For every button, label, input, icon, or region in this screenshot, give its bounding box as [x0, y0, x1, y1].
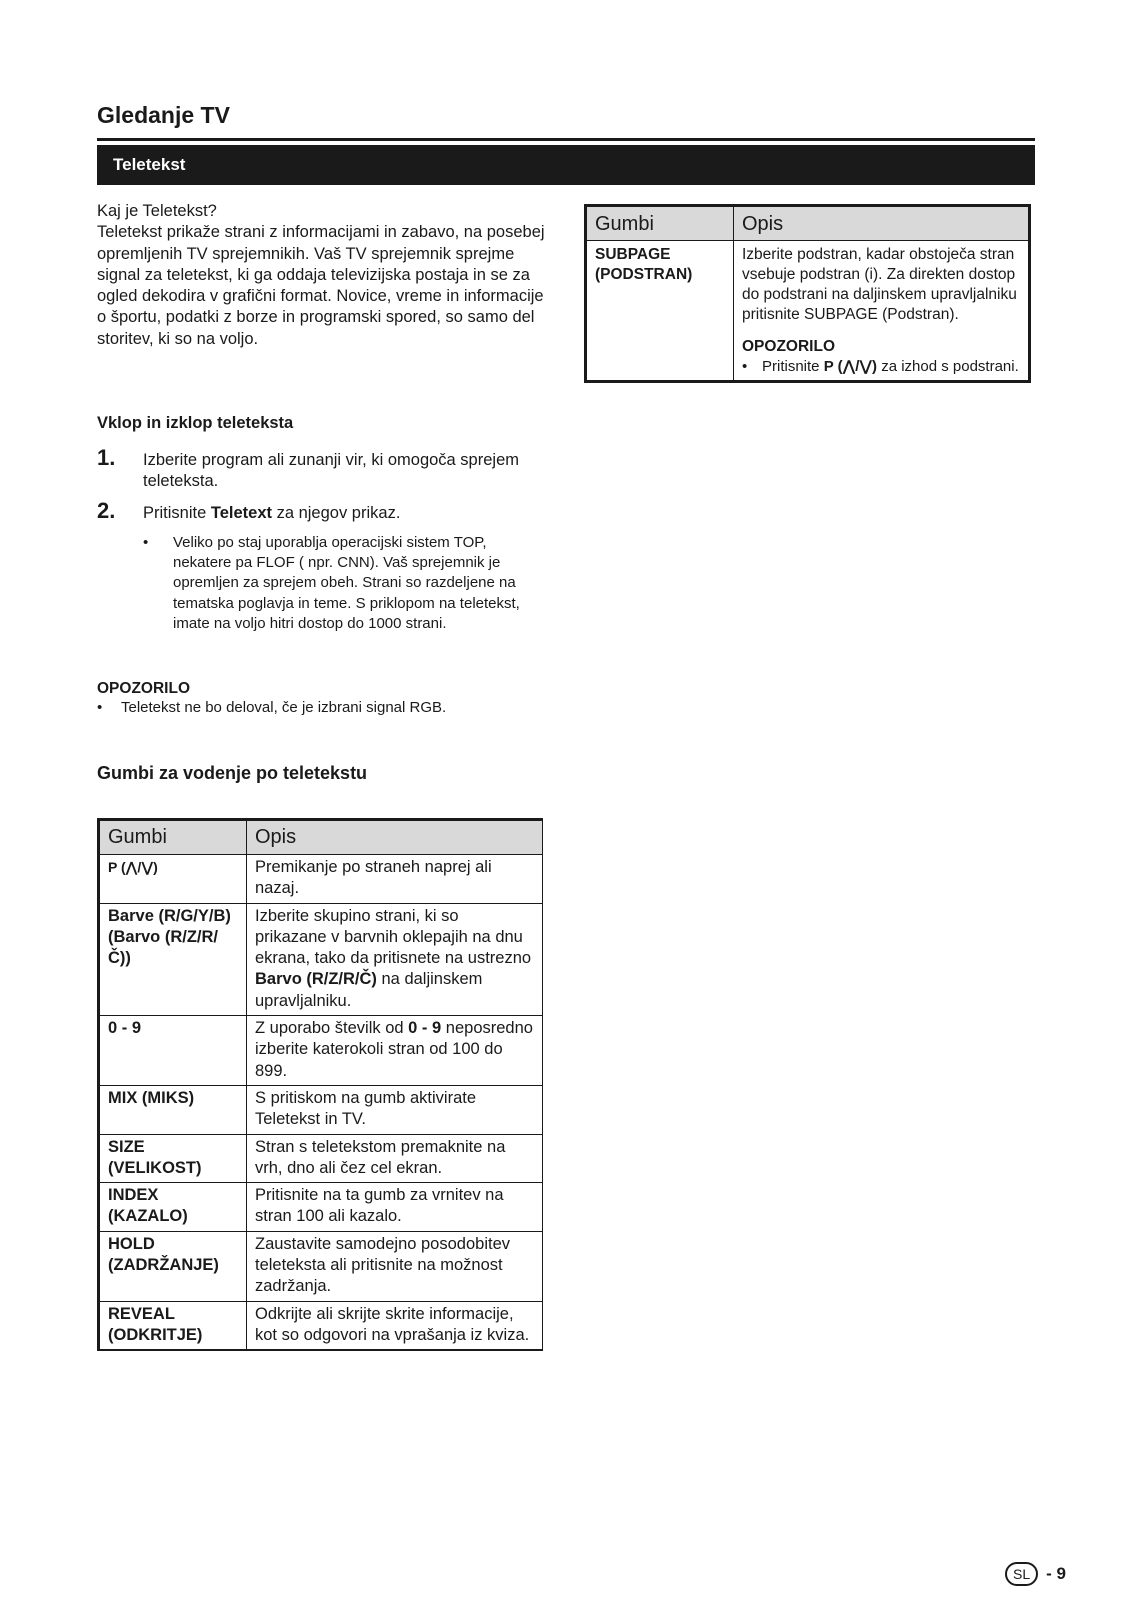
note-block: [97, 680, 557, 718]
step-bullet: [97, 533, 547, 634]
note-label: OPOZORILO: [742, 338, 835, 355]
table-row: [99, 1085, 543, 1134]
intro-body: Teletekst prikaže strani z informacijami in zabavo, na posebej opremljenih TV sprejemnikih. Vaš TV sprejemnik sprejme signal za teletekst, ki ga oddaja televizijska postaja in se za ogled dekodira v grafični format. Novice, vreme in informacije o športu, podatki z borze in programski spored, so samo del storitev, ki so na voljo.: [97, 223, 545, 348]
subpage-table: [584, 204, 1031, 383]
button-desc: Z uporabo številk od 0 - 9 neposredno izberite katerokoli stran od 100 do 899.: [247, 1016, 543, 1086]
steps-list: [97, 445, 547, 634]
table-row: [99, 1231, 543, 1301]
button-key: MIX (MIKS): [99, 1085, 247, 1134]
section-header: Teletekst: [97, 145, 1035, 185]
button-desc: Odkrijte ali skrijte skrite informacije, kot so odgovori na vprašanja iz kviza.: [247, 1301, 543, 1350]
col-header-desc: Opis: [734, 206, 1030, 241]
bullet-dot: •: [742, 358, 748, 375]
button-key: HOLD (ZADRŽANJE): [99, 1231, 247, 1301]
language-badge: SL: [1005, 1562, 1038, 1586]
page-footer: [1005, 1562, 1066, 1586]
nav-heading: Gumbi za vodenje po teletekstu: [97, 763, 368, 783]
table-row: [99, 855, 543, 904]
button-desc: S pritiskom na gumb aktivirate Teletekst in TV.: [247, 1085, 543, 1134]
button-key: SUBPAGE (PODSTRAN): [586, 241, 734, 382]
step-text-post: za njegov prikaz.: [272, 504, 401, 522]
note-item: [97, 698, 557, 718]
button-key: P (⋀/⋁): [99, 855, 247, 904]
title-rule: [97, 138, 1035, 141]
col-header-desc: Opis: [247, 820, 543, 855]
button-key: REVEAL (ODKRITJE): [99, 1301, 247, 1350]
step-text-bold: Teletext: [210, 504, 272, 522]
table-row: [99, 1134, 543, 1183]
button-desc: [734, 241, 1030, 382]
table-header-row: [586, 206, 1030, 241]
bullet-text: Veliko po staj uporablja operacijski sistem TOP, nekatere pa FLOF ( npr. CNN). Vaš sprejemnik je opremljen za sprejem obeh. Strani so razdeljene na tematska poglavja in teme. S priklopom na teletekst, imate na voljo hitri dostop do 1000 strani.: [173, 534, 520, 632]
subpage-desc: Izberite podstran, kadar obstoječa stran vsebuje podstran (i). Za direkten dostop do podstrani na daljinskem upravljalniku pritisnite SUBPAGE (Podstran).: [742, 246, 1017, 323]
intro-text: [97, 201, 547, 350]
step-text-pre: Pritisnite: [143, 504, 211, 522]
button-key: 0 - 9: [99, 1016, 247, 1086]
button-key: SIZE (VELIKOST): [99, 1134, 247, 1183]
step-text: Izberite program ali zunanji vir, ki omogoča sprejem teleteksta.: [143, 451, 519, 490]
nav-buttons-table: [97, 818, 543, 1351]
col-header-buttons: Gumbi: [586, 206, 734, 241]
button-key: Barve (R/G/Y/B) (Barvo (R/Z/R/Č)): [99, 903, 247, 1015]
table-header-row: [99, 820, 543, 855]
step-2: [97, 498, 547, 524]
page-number: - 9: [1046, 1564, 1066, 1583]
intro-question: Kaj je Teletekst?: [97, 202, 217, 220]
table-row: [99, 1016, 543, 1086]
table-row: [586, 241, 1030, 382]
step-1: [97, 445, 547, 492]
button-desc: Izberite skupino strani, ki so prikazane v barvnih oklepajih na dnu ekrana, tako da pritisnete na ustrezno Barvo (R/Z/R/Č) na daljinskem upravljalniku.: [247, 903, 543, 1015]
button-key: INDEX (KAZALO): [99, 1183, 247, 1232]
button-desc: Pritisnite na ta gumb za vrnitev na stran 100 ali kazalo.: [247, 1183, 543, 1232]
note-label: OPOZORILO: [97, 680, 190, 697]
bullet-dot: •: [143, 534, 149, 551]
note-item: • Pritisnite P (⋀/⋁) za izhod s podstrani.: [742, 358, 1019, 375]
page-title: Gledanje TV: [97, 102, 230, 128]
col-header-buttons: Gumbi: [99, 820, 247, 855]
table-row: [99, 1183, 543, 1232]
bullet-dot: •: [97, 699, 103, 716]
step-number: 1.: [97, 445, 116, 470]
button-desc: Stran s teletekstom premaknite na vrh, dno ali čez cel ekran.: [247, 1134, 543, 1183]
button-desc: Premikanje po straneh naprej ali nazaj.: [247, 855, 543, 904]
step-number: 2.: [97, 498, 116, 523]
table-row: [99, 903, 543, 1015]
table-row: [99, 1301, 543, 1350]
note-text: Teletekst ne bo deloval, če je izbrani signal RGB.: [121, 699, 447, 716]
toggle-heading: Vklop in izklop teleteksta: [97, 414, 294, 432]
button-desc: Zaustavite samodejno posodobitev teleteksta ali pritisnite na možnost zadržanja.: [247, 1231, 543, 1301]
